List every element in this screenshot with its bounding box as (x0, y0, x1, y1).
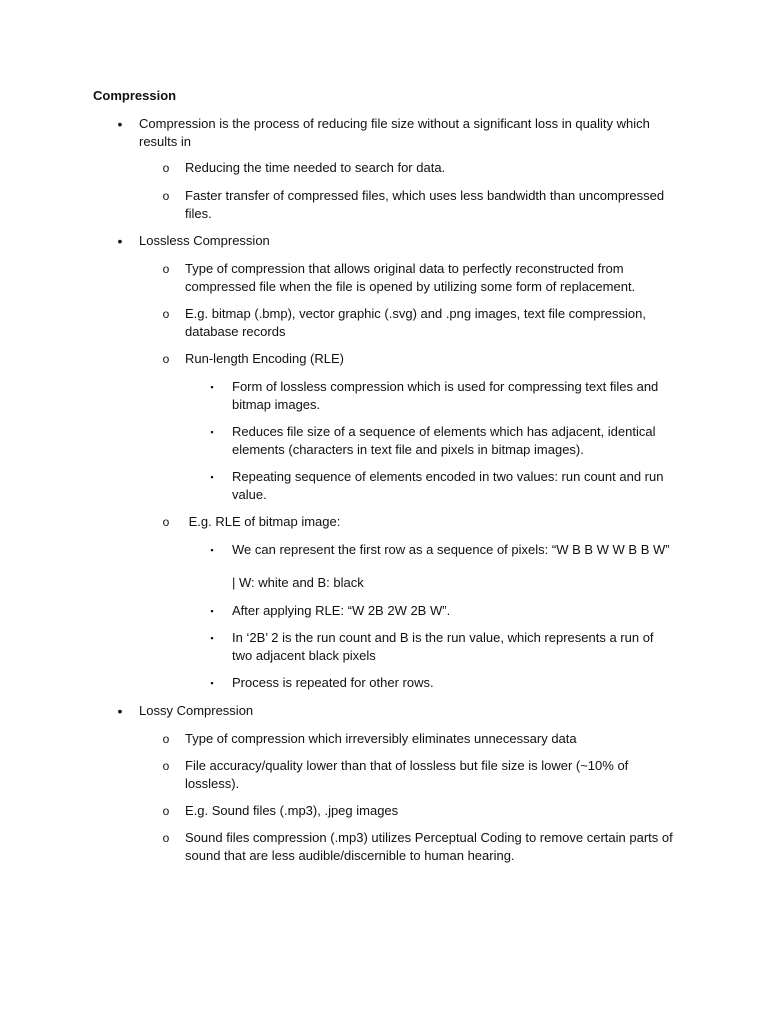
page-title: Compression (93, 88, 177, 103)
circle-bullet-marker: o (162, 262, 170, 276)
square-bullet-marker: ▪ (210, 382, 214, 392)
list-item-text: Type of compression that allows original data to perfectly reconstructed from compressed file when the file is opened by utilizing some form of replacement. (185, 261, 636, 294)
square-bullet-marker: ▪ (210, 606, 214, 616)
circle-bullet-marker: o (162, 804, 170, 818)
list-item-text: Compression is the process of reducing file size without a significant loss in quality which results in (139, 116, 650, 149)
circle-bullet-marker: o (162, 307, 170, 321)
square-bullet-marker: ▪ (210, 678, 214, 688)
list-item-text: We can represent the first row as a sequence of pixels: “W B B W W B B W” (232, 542, 670, 557)
list-item-text: In ‘2B’ 2 is the run count and B is the run value, which represents a run of two adjacent black pixels (232, 630, 654, 663)
bullet-marker: • (117, 233, 123, 249)
list-item-text: E.g. Sound files (.mp3), .jpeg images (185, 803, 399, 818)
list-item-text: Reducing the time needed to search for data. (185, 160, 446, 175)
circle-bullet-marker: o (162, 515, 170, 529)
square-bullet-marker: ▪ (210, 472, 214, 482)
square-bullet-marker: ▪ (210, 427, 214, 437)
circle-bullet-marker: o (162, 732, 170, 746)
circle-bullet-marker: o (162, 759, 170, 773)
list-item-text: Process is repeated for other rows. (232, 675, 434, 690)
list-item-text: Sound files compression (.mp3) utilizes Perceptual Coding to remove certain parts of sound that are less audible/discernible to human hearing. (185, 830, 673, 863)
bullet-marker: • (117, 703, 123, 719)
list-item-text: E.g. RLE of bitmap image: (185, 514, 341, 529)
list-item-text: Repeating sequence of elements encoded in two values: run count and run value. (232, 469, 664, 502)
list-item-text: After applying RLE: “W 2B 2W 2B W”. (232, 603, 451, 618)
list-item-text: Reduces file size of a sequence of elements which has adjacent, identical elements (characters in text file and pixels in bitmap images). (232, 424, 656, 457)
list-item-text: Form of lossless compression which is used for compressing text files and bitmap images. (232, 379, 659, 412)
list-item-text: Faster transfer of compressed files, which uses less bandwidth than uncompressed files. (185, 188, 665, 221)
square-bullet-marker: ▪ (210, 633, 214, 643)
list-item-continuation: | W: white and B: black (232, 575, 364, 590)
list-item-text: Lossless Compression (139, 233, 270, 248)
circle-bullet-marker: o (162, 189, 170, 203)
list-item-text: E.g. bitmap (.bmp), vector graphic (.svg) and .png images, text file compression, database records (185, 306, 646, 339)
circle-bullet-marker: o (162, 161, 170, 175)
list-item-text: Type of compression which irreversibly eliminates unnecessary data (185, 731, 577, 746)
circle-bullet-marker: o (162, 831, 170, 845)
list-item-text: Run-length Encoding (RLE) (185, 351, 344, 366)
list-item-text: File accuracy/quality lower than that of lossless but file size is lower (~10% of lossless). (185, 758, 629, 791)
square-bullet-marker: ▪ (210, 545, 214, 555)
circle-bullet-marker: o (162, 352, 170, 366)
bullet-marker: • (117, 116, 123, 132)
list-item-text: Lossy Compression (139, 703, 254, 718)
